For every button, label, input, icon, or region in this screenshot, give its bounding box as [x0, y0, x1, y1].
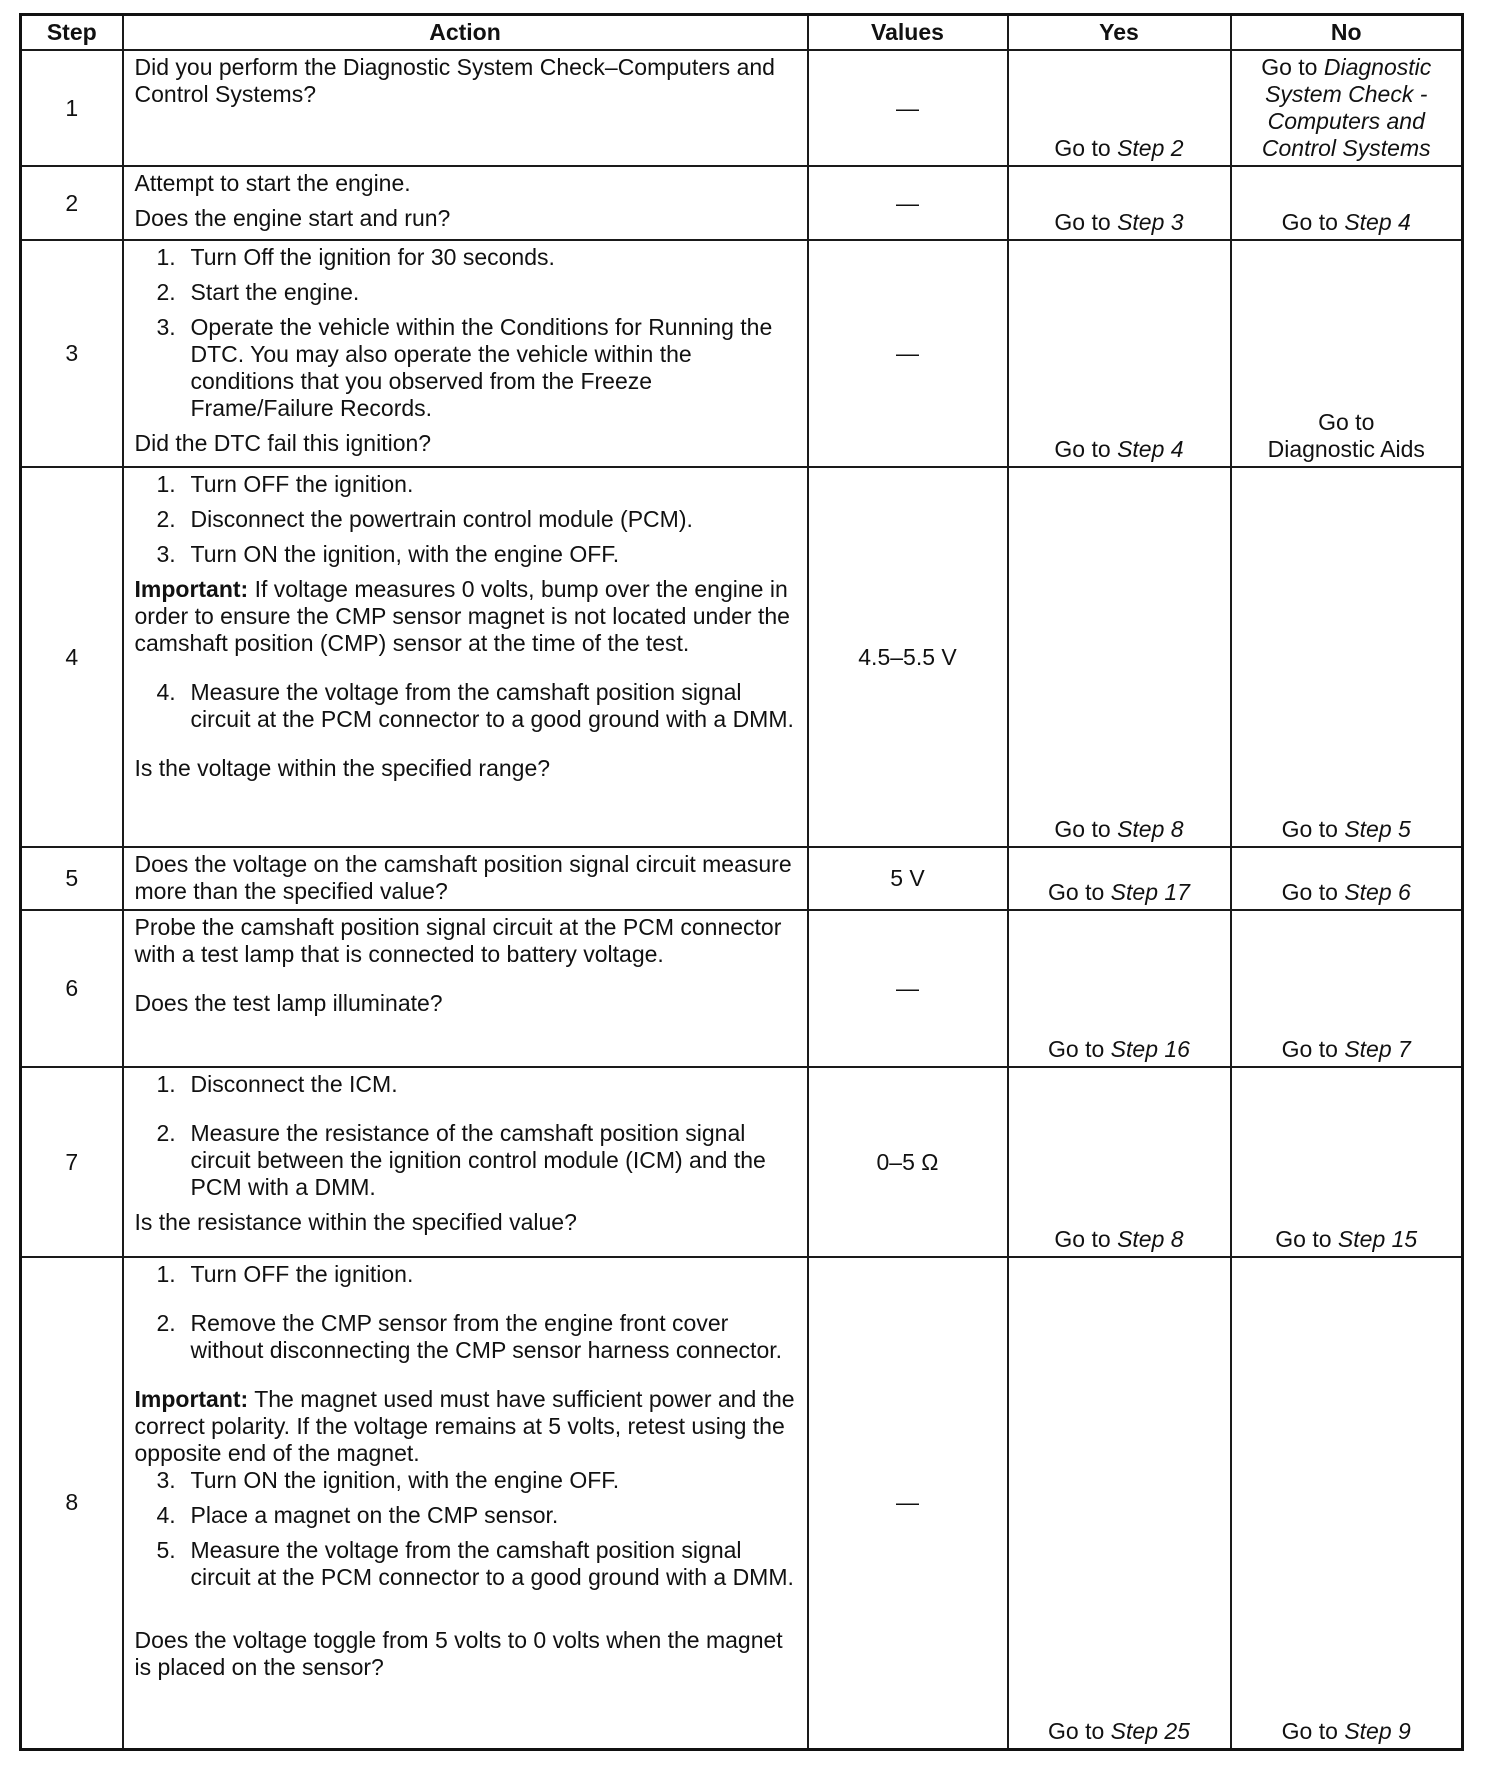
yes-step-link[interactable]: Step 25 [1110, 1717, 1190, 1744]
yes-cell [1008, 847, 1231, 910]
action-question: Is the resistance within the specified value? [134, 1209, 577, 1235]
no-step-link[interactable]: Step 5 [1344, 816, 1411, 842]
action-text: Probe the camshaft position signal circuit at the PCM connector with a test lamp that is connected to battery voltage. [134, 914, 782, 967]
action-cell [123, 910, 808, 1067]
yes-step-link[interactable]: Step 16 [1110, 1036, 1190, 1062]
list-item: 2. Disconnect the powertrain control module (PCM). [156, 506, 693, 532]
list-item: 1. Turn Off the ignition for 30 seconds. [156, 244, 555, 270]
action-cell [123, 1257, 808, 1749]
no-link-line1[interactable]: Diagnostic [1323, 54, 1432, 80]
list-item: 2. Start the engine. [156, 279, 360, 305]
value-cell: — [808, 910, 1008, 1067]
goto-label: Go to [1281, 879, 1338, 905]
action-cell [123, 1067, 808, 1257]
header-yes: Yes [1008, 15, 1231, 51]
goto-label: Go to [1054, 816, 1111, 842]
header-values: Values [808, 15, 1008, 51]
no-cell [1231, 467, 1463, 847]
table-row [21, 240, 1463, 467]
yes-step-link[interactable]: Step 4 [1117, 436, 1184, 462]
goto-label: Go to [1281, 209, 1338, 235]
yes-cell [1008, 910, 1231, 1067]
header-no: No [1231, 15, 1463, 51]
value-cell: 0–5 Ω [808, 1067, 1008, 1257]
action-cell [123, 240, 808, 467]
table-row [21, 1257, 1463, 1749]
yes-cell [1008, 240, 1231, 467]
goto-label: Go to [1281, 816, 1338, 842]
no-link-line3[interactable]: Computers and [1267, 108, 1425, 134]
list-item: 4. Place a magnet on the CMP sensor. [156, 1502, 559, 1528]
no-step-link[interactable]: Step 9 [1344, 1717, 1411, 1744]
no-cell [1231, 166, 1463, 240]
goto-label: Go to [1054, 135, 1111, 161]
value-cell: 4.5–5.5 V [808, 467, 1008, 847]
yes-step-link[interactable]: Step 3 [1117, 209, 1184, 235]
action-question: Is the voltage within the specified range? [134, 755, 551, 781]
table-row [21, 166, 1463, 240]
yes-step-link[interactable]: Step 17 [1110, 879, 1190, 905]
yes-cell [1008, 1067, 1231, 1257]
step-number: 5 [21, 847, 123, 910]
yes-cell [1008, 467, 1231, 847]
action-text: Does the voltage on the camshaft position signal circuit measure more than the specified value? [134, 851, 792, 904]
step-number: 6 [21, 910, 123, 1067]
header-step: Step [21, 15, 123, 51]
step-number: 1 [21, 50, 123, 166]
important-note: Important: The magnet used must have sufficient power and the correct polarity. If the voltage remains at 5 volts, retest using the opposite end of the magnet. [134, 1386, 795, 1466]
yes-step-link[interactable]: Step 8 [1117, 1226, 1184, 1252]
no-cell [1231, 910, 1463, 1067]
list-item: 4. Measure the voltage from the camshaft position signal circuit at the PCM connector to a good ground with a DMM. [156, 679, 794, 732]
list-item: 2. Remove the CMP sensor from the engine front cover without disconnecting the CMP sensor harness connector. [156, 1310, 783, 1363]
step-number: 7 [21, 1067, 123, 1257]
important-note: Important: If voltage measures 0 volts, bump over the engine in order to ensure the CMP sensor magnet is not located under the camshaft position (CMP) sensor at the time of the test. [134, 576, 790, 656]
list-item: 5. Measure the voltage from the camshaft position signal circuit at the PCM connector to a good ground with a DMM. [156, 1537, 794, 1590]
goto-label: Go to [1054, 436, 1111, 462]
table-row [21, 847, 1463, 910]
table-row [21, 910, 1463, 1067]
yes-step-link[interactable]: Step 2 [1117, 135, 1184, 161]
no-step-link[interactable]: Step 6 [1344, 879, 1411, 905]
list-item: 1. Turn OFF the ignition. [156, 471, 414, 497]
step-number: 3 [21, 240, 123, 467]
value-cell: — [808, 1257, 1008, 1749]
goto-label: Go to [1048, 1717, 1105, 1744]
goto-label: Go to [1281, 1717, 1338, 1744]
value-cell: 5 V [808, 847, 1008, 910]
goto-label: Go to [1318, 409, 1375, 435]
action-cell [123, 467, 808, 847]
goto-label: Go to [1054, 209, 1111, 235]
yes-step-link[interactable]: Step 8 [1117, 816, 1184, 842]
goto-label: Go to [1261, 54, 1318, 80]
yes-cell [1008, 166, 1231, 240]
table-row [21, 467, 1463, 847]
step-number: 8 [21, 1257, 123, 1749]
action-cell [123, 166, 808, 240]
goto-label: Go to [1054, 1226, 1111, 1252]
list-item: 3. Turn ON the ignition, with the engine OFF. [156, 1467, 620, 1493]
table-row [21, 1067, 1463, 1257]
action-text: Attempt to start the engine. [134, 170, 411, 196]
no-link-line2[interactable]: System Check - [1265, 81, 1428, 107]
no-cell [1231, 240, 1463, 467]
action-question: Does the test lamp illuminate? [134, 990, 443, 1016]
yes-cell [1008, 1257, 1231, 1749]
step-number: 2 [21, 166, 123, 240]
no-link-line4[interactable]: Control Systems [1261, 135, 1431, 161]
no-cell [1231, 1067, 1463, 1257]
list-item: 3. Turn ON the ignition, with the engine OFF. [156, 541, 620, 567]
action-text: Did you perform the Diagnostic System Check–Computers and Control Systems? [134, 54, 775, 107]
no-cell [1231, 50, 1463, 166]
action-question: Does the voltage toggle from 5 volts to 0 volts when the magnet is placed on the sensor? [134, 1627, 783, 1680]
yes-cell [1008, 50, 1231, 166]
no-step-link[interactable]: Step 7 [1344, 1036, 1411, 1062]
diagnostic-table [19, 13, 1464, 1751]
action-question: Did the DTC fail this ignition? [134, 430, 432, 456]
header-action: Action [123, 15, 808, 51]
header-row [21, 15, 1463, 51]
no-step-link[interactable]: Step 15 [1337, 1226, 1418, 1252]
action-cell [123, 50, 808, 166]
no-cell [1231, 847, 1463, 910]
action-question: Does the engine start and run? [134, 205, 451, 231]
goto-label: Go to [1275, 1226, 1332, 1252]
list-item: 1. Disconnect the ICM. [156, 1071, 398, 1097]
list-item: 2. Measure the resistance of the camshaft position signal circuit between the ignition control module (ICM) and the PCM with a DMM. [156, 1120, 766, 1200]
table-row [21, 50, 1463, 166]
list-item: 1. Turn OFF the ignition. [156, 1261, 414, 1287]
list-item: 3. Operate the vehicle within the Conditions for Running the DTC. You may also operate the vehicle within the conditions that you observed from the Freeze Frame/Failure Records. [156, 314, 773, 421]
no-cell [1231, 1257, 1463, 1749]
value-cell: — [808, 50, 1008, 166]
goto-label: Go to [1048, 1036, 1105, 1062]
step-number: 4 [21, 467, 123, 847]
no-step-link[interactable]: Step 4 [1344, 209, 1411, 235]
action-cell [123, 847, 808, 910]
no-diagnostic-aids-link[interactable]: Diagnostic Aids [1267, 436, 1425, 462]
value-cell: — [808, 240, 1008, 467]
value-cell: — [808, 166, 1008, 240]
goto-label: Go to [1281, 1036, 1338, 1062]
goto-label: Go to [1048, 879, 1105, 905]
